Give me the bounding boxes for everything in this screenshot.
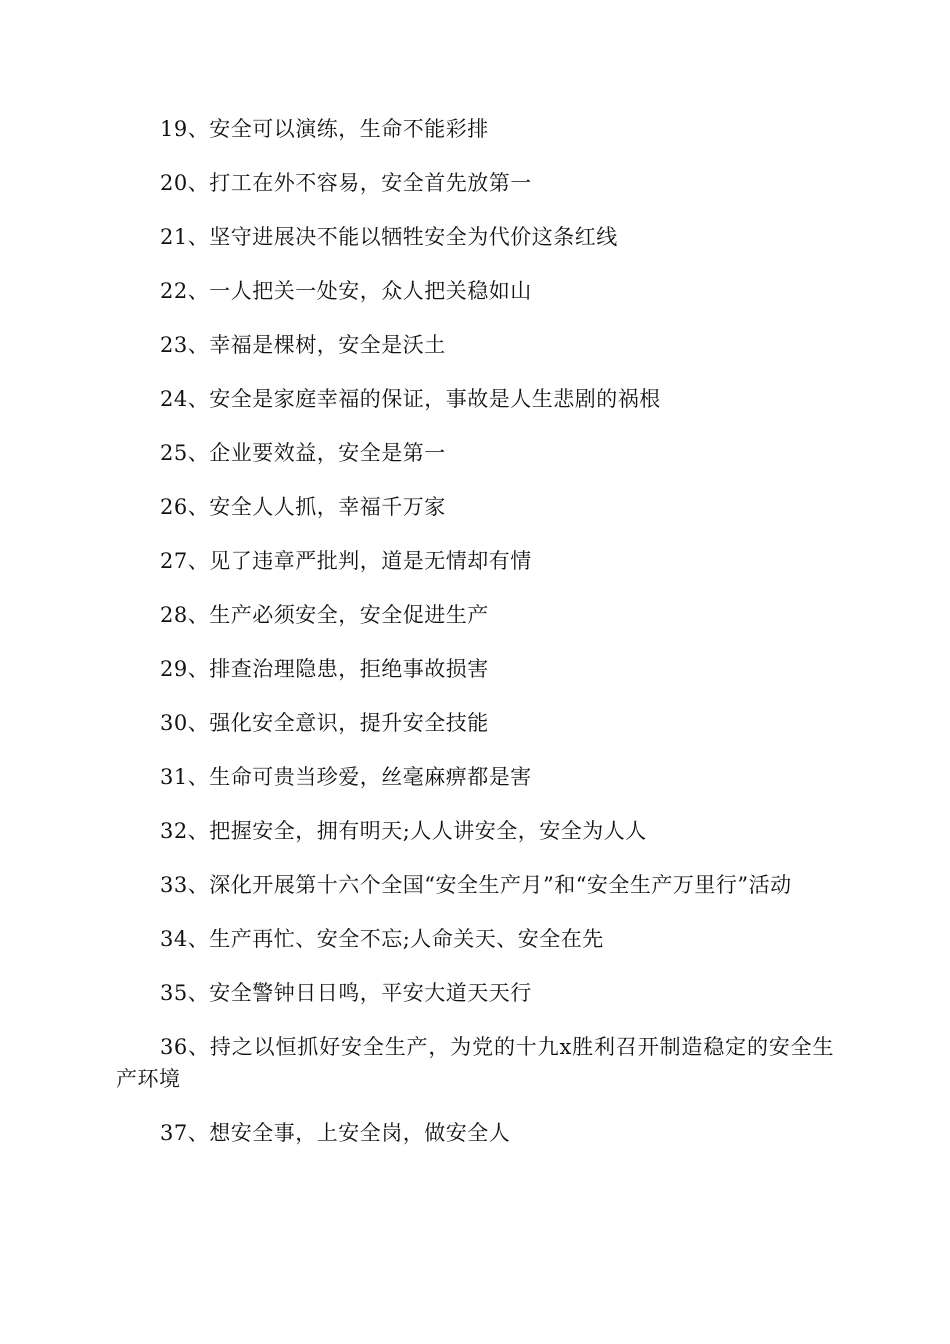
list-item: 34、生产再忙、安全不忘;人命关天、安全在先 — [160, 927, 604, 951]
list-item: 22、一人把关一处安，众人把关稳如山 — [160, 279, 532, 303]
list-item: 19、安全可以演练，生命不能彩排 — [160, 117, 489, 141]
list-item: 30、强化安全意识，提升安全技能 — [160, 711, 489, 735]
list-item: 20、打工在外不容易，安全首先放第一 — [160, 171, 532, 195]
list-item: 36、持之以恒抓好安全生产，为党的十九x胜利召开制造稳定的安全生产环境 — [116, 1035, 834, 1091]
list-item: 31、生命可贵当珍爱，丝毫麻痹都是害 — [160, 765, 532, 789]
list-item: 29、排查治理隐患，拒绝事故损害 — [160, 657, 489, 681]
list-item: 25、企业要效益，安全是第一 — [160, 441, 446, 465]
list-item: 27、见了违章严批判，道是无情却有情 — [160, 549, 532, 573]
list-item: 37、想安全事，上安全岗，做安全人 — [160, 1121, 511, 1145]
list-item: 32、把握安全，拥有明天;人人讲安全，安全为人人 — [160, 819, 647, 843]
list-item: 33、深化开展第十六个全国“安全生产月”和“安全生产万里行”活动 — [160, 873, 792, 897]
list-item: 23、幸福是棵树，安全是沃土 — [160, 333, 446, 357]
list-item: 21、坚守进展决不能以牺牲安全为代价这条红线 — [160, 225, 618, 249]
list-item: 24、安全是家庭幸福的保证，事故是人生悲剧的祸根 — [160, 387, 661, 411]
list-item: 35、安全警钟日日鸣，平安大道天天行 — [160, 981, 532, 1005]
list-item: 28、生产必须安全，安全促进生产 — [160, 603, 489, 627]
list-item: 26、安全人人抓，幸福千万家 — [160, 495, 446, 519]
slogan-list — [116, 113, 834, 1171]
